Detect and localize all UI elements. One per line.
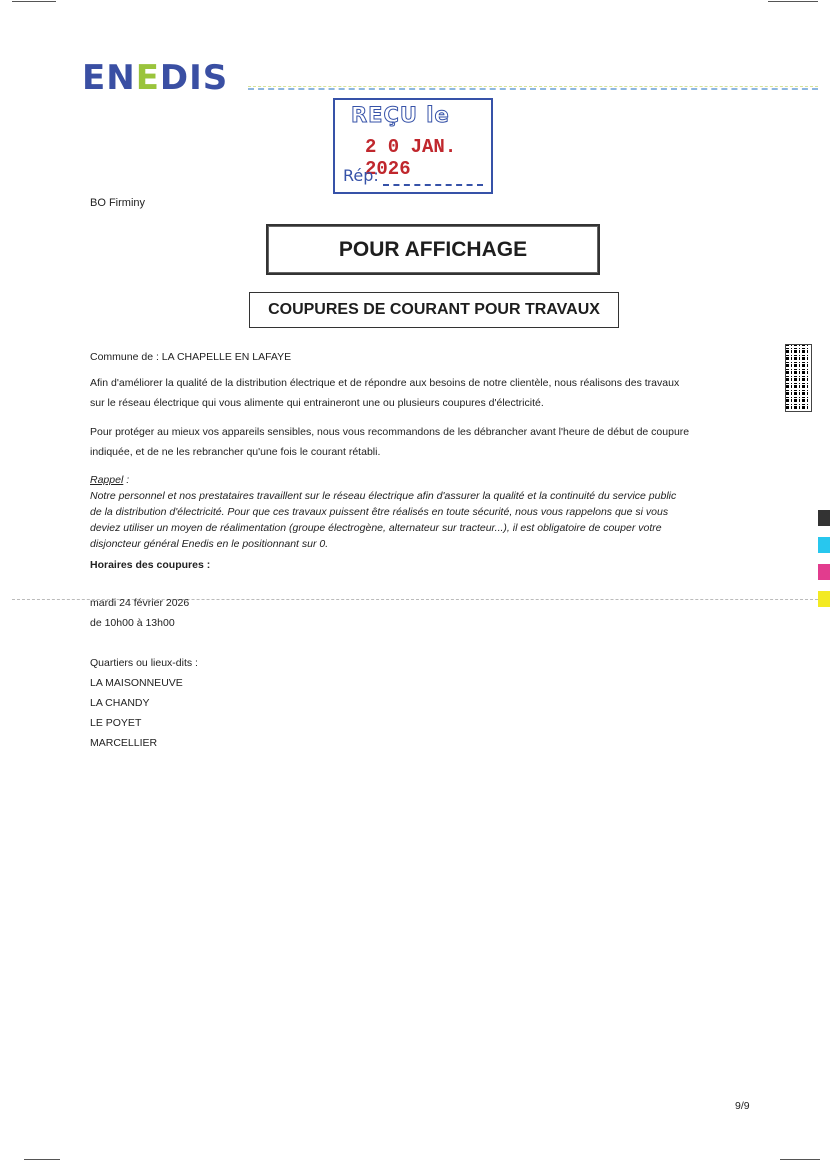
crop-mark [12, 1, 56, 2]
page-subtitle: COUPURES DE COURANT POUR TRAVAUX [268, 301, 600, 318]
reminder-block [90, 472, 770, 552]
advice-line-2: indiquée, et de ne les rebrancher qu'une fois le courant rétabli. [90, 446, 381, 458]
office-name: BO Firminy [90, 197, 145, 209]
reminder-line-3: deviez utiliser un moyen de réalimentation (groupe électrogène, alternateur sur tracteur...), il est obligatoire de couper votre [90, 522, 662, 534]
title-box [266, 224, 600, 275]
intro-line-1: Afin d'améliorer la qualité de la distribution électrique et de répondre aux besoins de notre clientèle, nous réalisons des travaux [90, 377, 680, 389]
intro-paragraph [90, 373, 770, 413]
advice-paragraph [90, 422, 770, 462]
outage-date: mardi 24 février 2026 [90, 597, 190, 609]
place-item: LA CHANDY [90, 697, 150, 709]
enedis-logo [82, 58, 242, 98]
color-mark-yellow [818, 591, 830, 607]
color-mark-cyan [818, 537, 830, 553]
received-stamp [333, 98, 493, 194]
crop-mark [24, 1159, 60, 1160]
outage-time: de 10h00 à 13h00 [90, 617, 175, 629]
subtitle-box [249, 292, 619, 328]
crop-mark [768, 1, 818, 2]
advice-line-1: Pour protéger au mieux vos appareils sensibles, nous vous recommandons de les débrancher avant l'heure de début de coupure [90, 426, 690, 438]
reminder-line-1: Notre personnel et nos prestataires travaillent sur le réseau électrique afin d'assurer la qualité et la continuité du service public [90, 490, 677, 502]
reminder-colon: : [123, 474, 130, 486]
places-heading: Quartiers ou lieux-dits : [90, 657, 198, 669]
logo-rule [248, 88, 818, 90]
stamp-date: 2 0 JAN. 2026 [365, 136, 457, 180]
color-mark-magenta [818, 564, 830, 580]
logo-part-1: EN [82, 58, 136, 98]
commune-line: Commune de : LA CHAPELLE EN LAFAYE [90, 351, 292, 363]
logo-part-2: E [135, 58, 160, 98]
stamp-title: REÇU le [351, 103, 450, 127]
crop-mark [780, 1159, 820, 1160]
page-title: POUR AFFICHAGE [338, 237, 528, 261]
color-mark-black [818, 510, 830, 526]
place-item: LE POYET [90, 717, 142, 729]
stamp-rep-label: Rép: [343, 166, 379, 185]
schedule-heading: Horaires des coupures : [90, 559, 211, 571]
page-number: 9/9 [735, 1100, 750, 1112]
place-item: LA MAISONNEUVE [90, 677, 183, 689]
logo-part-3: DIS [159, 58, 229, 98]
place-item: MARCELLIER [90, 737, 158, 749]
stamp-rep-line [383, 184, 483, 186]
schedule-block [90, 593, 198, 753]
intro-line-2: sur le réseau électrique qui vous alimente qui entraineront une ou plusieurs coupures d'électricité. [90, 397, 544, 409]
reminder-line-2: de la distribution d'électricité. Pour que ces travaux puissent être réalisés en toute sécurité, nous vous rappelons que si vous [90, 506, 669, 518]
reminder-line-4: disjoncteur général Enedis en le positionnant sur 0. [90, 538, 329, 550]
logo-rule-secondary [248, 86, 818, 87]
datamatrix-code [786, 345, 810, 409]
reminder-label: Rappel [90, 474, 124, 486]
